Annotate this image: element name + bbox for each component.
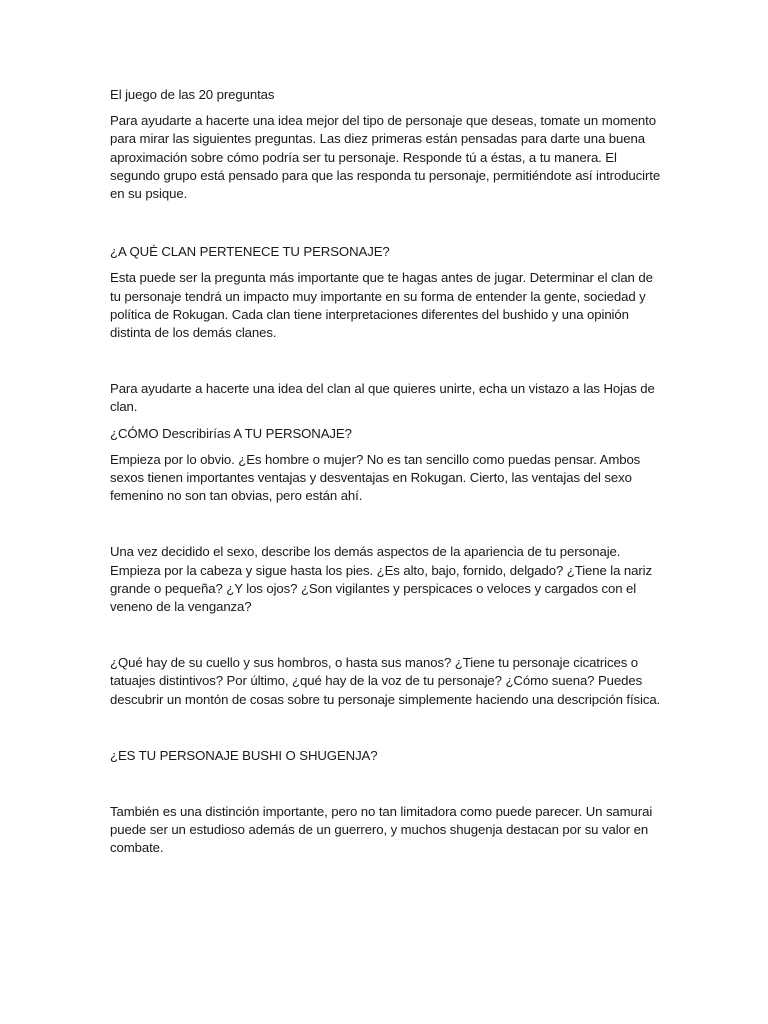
heading-describe: ¿CÓMO Describirías A TU PERSONAJE? <box>110 425 352 441</box>
clan-sheets-paragraph: Para ayudarte a hacerte una idea del clan al que quieres unirte, echa un vistazo a las Hojas de clan. <box>110 381 655 415</box>
bushi-shugenja-paragraph: También es una distinción importante, pero no tan limitadora como puede parecer. Un samurai puede ser un estudioso además de un guerrero, y muchos shugenja destacan por su valor en combate. <box>110 804 653 856</box>
heading-bushi-shugenja: ¿ES TU PERSONAJE BUSHI O SHUGENJA? <box>110 747 378 763</box>
sex-paragraph: Empieza por lo obvio. ¿Es hombre o mujer? No es tan sencillo como puedas pensar. Ambos sexos tienen importantes ventajas y desventajas en Rokugan. Cierto, las ventajas del sexo femenino no son tan obvias, pero están ahí. <box>110 451 641 504</box>
heading-clan: ¿A QUÉ CLAN PERTENECE TU PERSONAJE? <box>110 244 390 260</box>
document-page <box>110 86 662 858</box>
intro-paragraph: Para ayudarte a hacerte una idea mejor del tipo de personaje que deseas, tomate un momento para mirar las siguientes preguntas. Las diez primeras están pensadas para darte una buena aproximación sobre cómo podría ser tu personaje. Responde tú a éstas, a tu manera. El segundo grupo está pensado para que las responda tu personaje, permitiéndote así introducirte en su psique. <box>110 113 661 202</box>
neck-voice-paragraph: ¿Qué hay de su cuello y sus hombros, o hasta sus manos? ¿Tiene tu personaje cicatrices o tatuajes distintivos? Por último, ¿qué hay de la voz de tu personaje? ¿Cómo suena? Puedes descubrir un montón de cosas sobre tu personaje simplemente haciendo una descripción física. <box>110 655 661 707</box>
appearance-paragraph: Una vez decidido el sexo, describe los demás aspectos de la apariencia de tu personaje. Empieza por la cabeza y sigue hasta los pies. ¿Es alto, bajo, fornido, delgado? ¿Tiene la nariz grande o pequeña? ¿Y los ojos? ¿Son vigilantes y perspicaces o veloces y cargados con el veneno de la venganza? <box>110 544 652 615</box>
document-title: El juego de las 20 preguntas <box>110 87 275 102</box>
clan-paragraph: Esta puede ser la pregunta más importante que te hagas antes de jugar. Determinar el clan de tu personaje tendrá un impacto muy importante en su forma de entender la gente, sociedad y política de Rokugan. Cada clan tiene interpretaciones diferentes del bushido y una opinión distinta de los demás clanes. <box>110 270 653 341</box>
